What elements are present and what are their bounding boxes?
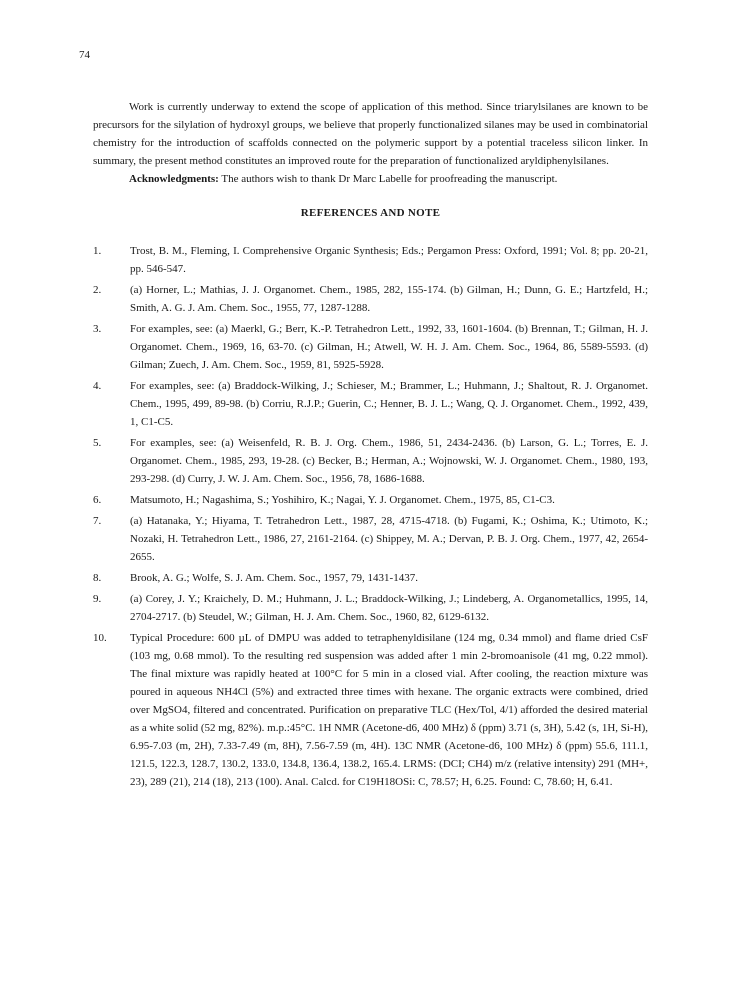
- references-list: [93, 242, 648, 791]
- reference-text: Brook, A. G.; Wolfe, S. J. Am. Chem. Soc., 1957, 79, 1431-1437.: [130, 572, 418, 584]
- reference-number: 2.: [93, 284, 102, 296]
- reference-number: 9.: [93, 593, 102, 605]
- reference-number: 5.: [93, 437, 102, 449]
- reference-text: Trost, B. M., Fleming, I. Comprehensive Organic Synthesis; Eds.; Pergamon Press: Oxford, 1991; Vol. 8; pp. 20-21, pp. 546-547.: [130, 245, 648, 275]
- reference-text: For examples, see: (a) Maerkl, G.; Berr, K.-P. Tetrahedron Lett., 1992, 33, 1601-1604. (b) Brennan, T.; Gilman, H. J. Organomet. Chem., 1969, 16, 63-70. (c) Gilman, H.; Atwell, W. H. J. Am. Chem. Soc., 1964, 86, 5589-5593. (d) Gilman; Zuech, J. Am. Chem. Soc., 1959, 81, 5925-5928.: [130, 323, 648, 371]
- reference-number: 10.: [93, 632, 107, 644]
- page-number: 74: [79, 49, 90, 61]
- reference-text: Matsumoto, H.; Nagashima, S.; Yoshihiro, K.; Nagai, Y. J. Organomet. Chem., 1975, 85, C1-C3.: [130, 494, 555, 506]
- reference-text: For examples, see: (a) Weisenfeld, R. B. J. Org. Chem., 1986, 51, 2434-2436. (b) Larson, G. L.; Torres, E. J. Organomet. Chem., 1985, 293, 19-28. (c) Becker, B.; Herman, A.; Wojnowski, W. J. Organomet. Chem., 1980, 193, 293-298. (d) Curry, J. W. J. Am. Chem. Soc., 1956, 78, 1686-1688.: [130, 437, 648, 485]
- reference-text: (a) Corey, J. Y.; Kraichely, D. M.; Huhmann, J. L.; Braddock-Wilking, J.; Lindeberg, A. Organometallics, 1995, 14, 2704-2717. (b) Steudel, W.; Gilman, H. J. Am. Chem. Soc., 1960, 82, 6129-6132.: [130, 593, 648, 623]
- reference-number: 7.: [93, 515, 102, 527]
- acknowledgments: [93, 170, 648, 188]
- reference-text: (a) Hatanaka, Y.; Hiyama, T. Tetrahedron Lett., 1987, 28, 4715-4718. (b) Fugami, K.; Oshima, K.; Utimoto, K.; Nozaki, H. Tetrahedron Lett., 1986, 27, 2161-2164. (c) Shippey, M. A.; Dervan, P. B. J. Org. Chem., 1977, 42, 2654-2655.: [130, 515, 648, 563]
- reference-text: For examples, see: (a) Braddock-Wilking, J.; Schieser, M.; Brammer, L.; Huhmann, J.; Shaltout, R. J. Organomet. Chem., 1995, 499, 89-98. (b) Corriu, R.J.P.; Guerin, C.; Henner, B. J. L.; Wang, Q. J. Organomet. Chem., 1992, 439, 1, C1-C5.: [130, 380, 648, 428]
- reference-number: 8.: [93, 572, 102, 584]
- body-paragraph: Work is currently underway to extend the scope of application of this method. Since triarylsilanes are known to be precursors for the silylation of hydroxyl groups, we believe that properly functionalized silanes may be used in combinatorial chemistry for the introduction of scaffolds connected on the polymeric support by a potential traceless silicon linker. In summary, the present method constitutes an improved route for the preparation of functionalized aryldiphenylsilanes.: [93, 101, 648, 167]
- reference-number: 3.: [93, 323, 102, 335]
- reference-item: [93, 434, 648, 488]
- reference-text: Typical Procedure: 600 µL of DMPU was added to tetraphenyldisilane (124 mg, 0.34 mmol) and flame dried CsF (103 mg, 0.68 mmol). To the resulting red suspension was added after 1 min 2-bromoanisole (41 mg, 0.22 mmol). The final mixture was rapidly heated at 100°C for 5 min in a closed vial. After cooling, the reaction mixture was poured in aqueous NH4Cl (5%) and extracted three times with hexane. The organic extracts were combined, dried over MgSO4, filtered and concentrated. Purification on preparative TLC (Hex/Tol, 4/1) afforded the desired material as a white solid (52 mg, 82%). m.p.:45°C. 1H NMR (Acetone-d6, 400 MHz) δ (ppm) 3.71 (s, 3H), 5.42 (s, 1H, Si-H), 6.95-7.03 (m, 2H), 7.33-7.49 (m, 8H), 7.56-7.59 (m, 4H). 13C NMR (Acetone-d6, 100 MHz) δ (ppm) 55.6, 111.1, 121.5, 122.3, 128.7, 130.2, 133.0, 134.8, 136.4, 138.2, 165.4. LRMS: (DCI; CH4) m/z (relative intensity) 291 (MH+, 23), 289 (21), 214 (18), 213 (100). Anal. Calcd. for C19H18OSi: C, 78.57; H, 6.25. Found: C, 78.60; H, 6.41.: [130, 632, 648, 788]
- page-body: [93, 98, 648, 794]
- reference-text: (a) Horner, L.; Mathias, J. J. Organomet. Chem., 1985, 282, 155-174. (b) Gilman, H.; Dunn, G. E.; Hartzfeld, H.; Smith, A. G. J. Am. Chem. Soc., 1955, 77, 1287-1288.: [130, 284, 648, 314]
- reference-item: [93, 512, 648, 566]
- reference-item: [93, 629, 648, 791]
- acknowledgments-text: The authors wish to thank Dr Marc Labelle for proofreading the manuscript.: [218, 173, 558, 185]
- reference-item: [93, 377, 648, 431]
- reference-number: 1.: [93, 245, 102, 257]
- reference-item: [93, 281, 648, 317]
- reference-item: [93, 491, 648, 509]
- reference-item: [93, 569, 648, 587]
- reference-number: 6.: [93, 494, 102, 506]
- reference-item: [93, 590, 648, 626]
- acknowledgments-label: Acknowledgments:: [129, 173, 219, 185]
- reference-number: 4.: [93, 380, 102, 392]
- references-heading: REFERENCES AND NOTE: [300, 207, 441, 219]
- reference-item: [93, 242, 648, 278]
- reference-item: [93, 320, 648, 374]
